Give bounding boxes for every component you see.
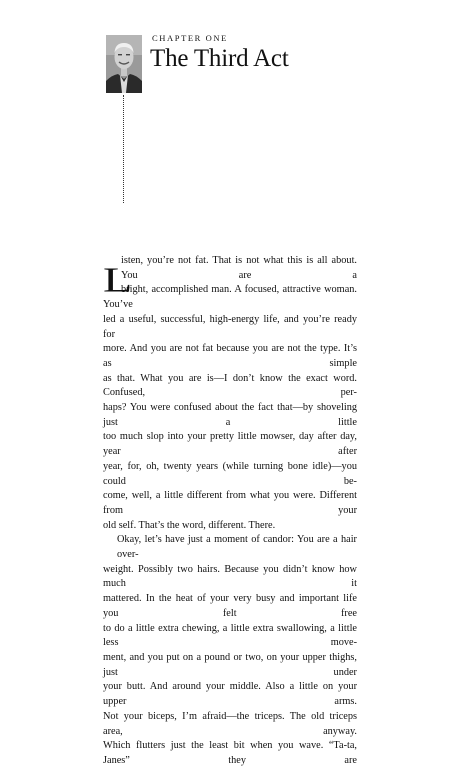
body-text	[103, 254, 357, 769]
body-line-14: to do a little extra chewing, a little extra swallowing, a little less move-	[103, 622, 357, 649]
body-line-8: year, for, oh, twenty years (while turning bone idle)—you could be-	[103, 460, 357, 487]
body-line-7: too much slop into your pretty little mowser, day after day, year after	[103, 431, 357, 458]
body-line-17: Not your biceps, I’m afraid—the triceps. The old triceps area, anyway.	[103, 710, 357, 737]
drop-cap-letter: L	[103, 261, 133, 300]
body-line-11: Okay, let’s have just a moment of candor: You are a hair over-	[117, 534, 357, 561]
body-line-18: Which flutters just the least bit when you wave. “Ta-ta, Janes” they are	[103, 740, 357, 766]
body-line-15: ment, and you put on a pound or two, on your upper thighs, just under	[103, 651, 357, 678]
body-line-12: weight. Possibly two hairs. Because you didn’t know how much it	[103, 563, 357, 590]
body-line-3: led a useful, successful, high-energy life, and you’re ready for	[103, 313, 357, 340]
body-line-6: haps? You were confused about the fact that—by shoveling just a little	[103, 402, 357, 428]
body-line-1: isten, you’re not fat. That is not what this is all about. You are a	[121, 255, 357, 281]
decorative-vertical-rule	[123, 95, 124, 203]
chapter-label: CHAPTER ONE	[152, 33, 228, 43]
body-line-5: as that. What you are is—I don’t know the exact word. Confused, per-	[103, 372, 357, 399]
body-line-10: old self. That’s the word, different. There.	[103, 519, 276, 531]
body-line-2: bright, accomplished man. A focused, attractive woman. You’ve	[103, 284, 357, 311]
author-portrait-image	[106, 35, 142, 93]
body-line-13: mattered. In the heat of your very busy and important life you felt free	[103, 593, 357, 619]
body-line-9: come, well, a little different from what you were. Different from your	[103, 490, 357, 516]
author-photo	[106, 35, 142, 93]
body-line-4: more. And you are not fat because you are not the type. It’s as simple	[103, 343, 357, 369]
drop-cap	[103, 257, 133, 300]
body-line-16: your butt. And around your middle. Also a little on your upper arms.	[103, 681, 357, 708]
chapter-title: The Third Act	[150, 45, 289, 72]
